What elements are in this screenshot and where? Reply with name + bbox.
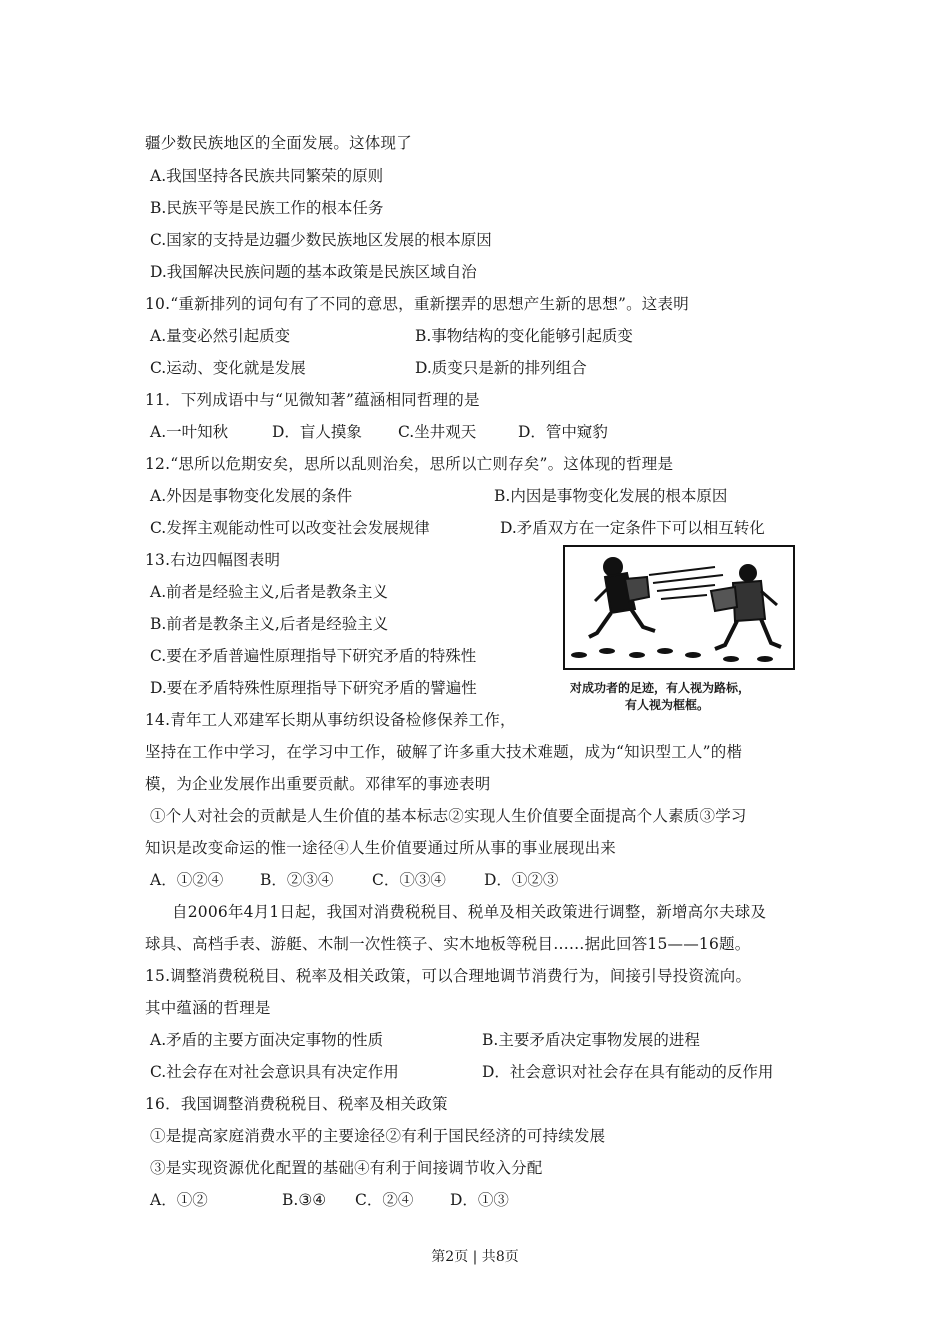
footer-prefix: 第 [431, 1249, 446, 1265]
q15-option-a: A.矛盾的主要方面决定事物的性质 [150, 1031, 384, 1049]
q14-stem-line2: 坚持在工作中学习，在学习中工作，破解了许多重大技术难题，成为“知识型工人”的楷 [145, 743, 743, 761]
q16-option-b: B.③④ [282, 1191, 327, 1209]
q16-items-line1: ①是提高家庭消费水平的主要途径②有利于国民经济的可持续发展 [150, 1127, 606, 1145]
footer-total-pages: 8 [495, 1249, 505, 1265]
page-footer [0, 1247, 950, 1267]
q15-option-c: C.社会存在对社会意识具有决定作用 [150, 1063, 399, 1081]
q13-option-a: A.前者是经验主义,后者是教条主义 [150, 583, 389, 601]
q9-option-d: D.我国解决民族问题的基本政策是民族区域自治 [150, 263, 477, 281]
q12-option-a: A.外因是事物变化发展的条件 [150, 487, 353, 505]
material-line1: 自2006年4月1日起，我国对消费税税目、税单及相关政策进行调整，新增高尔夫球及 [172, 903, 767, 921]
q14-items-line2: 知识是改变命运的惟一途径④人生价值要通过所从事的事业展现出来 [145, 839, 617, 857]
q14-option-b: B．②③④ [260, 871, 334, 889]
q13-caption-line1: 对成功者的足迹，有人视为路标， [570, 681, 751, 695]
q13-caption-line2: 有人视为框框。 [625, 698, 710, 712]
q16-items-line2: ③是实现资源优化配置的基础④有利于间接调节收入分配 [150, 1159, 543, 1177]
q11-option-b: D．盲人摸象 [272, 423, 362, 441]
q15-option-b: B.主要矛盾决定事物发展的进程 [482, 1031, 700, 1049]
q14-option-c: C．①③④ [372, 871, 446, 889]
q13-cartoon-figure [563, 545, 795, 670]
q9-stem-tail: 疆少数民族地区的全面发展。这体现了 [145, 134, 412, 152]
footer-page-number: 2 [445, 1249, 455, 1265]
cartoon-illustration [565, 547, 793, 668]
q10-stem: 10.“重新排列的词句有了不同的意思，重新摆弄的思想产生新的思想”。这表明 [145, 295, 689, 313]
q15-option-d: D．社会意识对社会存在具有能动的反作用 [482, 1063, 774, 1081]
q16-option-d: D．①③ [450, 1191, 509, 1209]
q11-option-c: C.坐井观天 [398, 423, 477, 441]
q13-option-b: B.前者是教条主义,后者是经验主义 [150, 615, 389, 633]
q14-option-d: D．①②③ [484, 871, 559, 889]
q14-option-a: A．①②④ [150, 871, 224, 889]
q9-option-c: C.国家的支持是边疆少数民族地区发展的根本原因 [150, 231, 492, 249]
q14-stem-line3: 模，为企业发展作出重要贡献。邓律军的事迹表明 [145, 775, 491, 793]
q12-option-d: D.矛盾双方在一定条件下可以相互转化 [500, 519, 765, 537]
q16-stem: 16．我国调整消费税税目、税率及相关政策 [145, 1095, 448, 1113]
q9-option-a: A.我国坚持各民族共同繁荣的原则 [150, 167, 384, 185]
q10-option-b: B.事物结构的变化能够引起质变 [415, 327, 633, 345]
q15-stem-line2: 其中蕴涵的哲理是 [145, 999, 271, 1017]
q13-stem: 13.右边四幅图表明 [145, 551, 281, 569]
q12-option-c: C.发挥主观能动性可以改变社会发展规律 [150, 519, 430, 537]
q13-option-c: C.要在矛盾普遍性原理指导下研究矛盾的特殊性 [150, 647, 477, 665]
q12-option-b: B.内因是事物变化发展的根本原因 [494, 487, 728, 505]
q13-option-d: D.要在矛盾特殊性原理指导下研究矛盾的譬遍性 [150, 679, 477, 697]
q10-option-c: C.运动、变化就是发展 [150, 359, 306, 377]
q14-items-line1: ①个人对社会的贡献是人生价值的基本标志②实现人生价值要全面提高个人素质③学习 [150, 807, 747, 825]
q11-option-d: D．管中窥豹 [518, 423, 608, 441]
q9-option-b: B.民族平等是民族工作的根本任务 [150, 199, 384, 217]
q16-option-a: A．①② [150, 1191, 208, 1209]
footer-suffix: 页 [504, 1249, 519, 1265]
q12-stem: 12.“思所以危期安矣，思所以乱则治矣，思所以亡则存矣”。这体现的哲理是 [145, 455, 674, 473]
q11-stem: 11．下列成语中与“见微知著”蕴涵相同哲理的是 [145, 391, 480, 409]
q10-option-d: D.质变只是新的排列组合 [415, 359, 587, 377]
q11-option-a: A.一叶知秋 [150, 423, 229, 441]
q14-stem-line1: 14.青年工人邓建军长期从事纺织设备检修保养工作， [145, 711, 516, 729]
material-line2: 球具、高档手表、游艇、木制一次性筷子、实木地板等税目……据此回答15——16题。 [145, 935, 751, 953]
q16-option-c: C．②④ [355, 1191, 414, 1209]
q15-stem-line1: 15.调整消费税税目、税率及相关政策，可以合理地调节消费行为，间接引导投资流向。 [145, 967, 752, 985]
q10-option-a: A.量变必然引起质变 [150, 327, 291, 345]
footer-middle: 页 | 共 [454, 1249, 496, 1265]
